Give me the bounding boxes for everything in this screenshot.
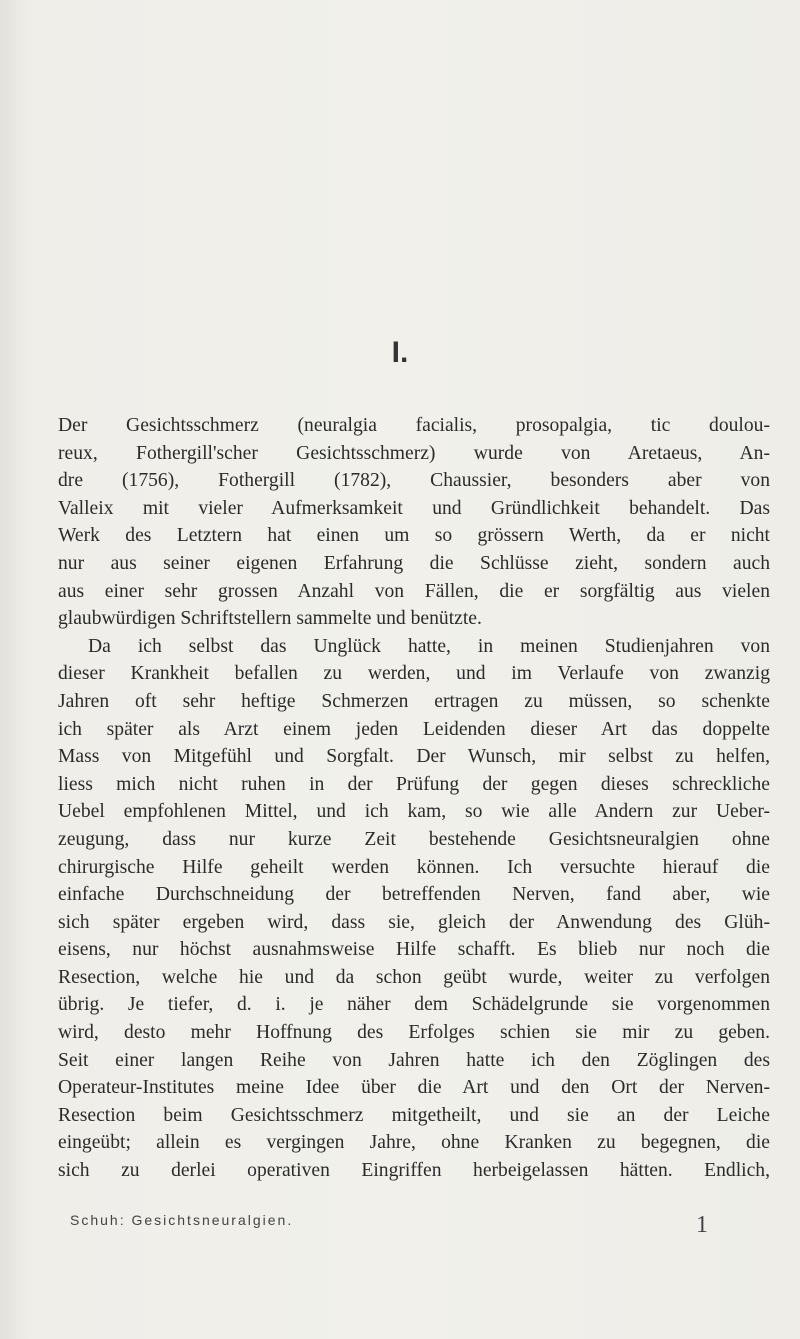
text-line: Operateur-Institutes meine Idee über die Art und den Ort der Nerven- — [58, 1077, 770, 1099]
text-line: dre (1756), Fothergill (1782), Chaussier, besonders aber von — [58, 470, 770, 492]
chapter-heading: I. — [391, 336, 409, 369]
text-line: einfache Durchschneidung der betreffenden Nerven, fand aber, wie — [58, 884, 770, 906]
text-line: Resection beim Gesichtsschmerz mitgetheilt, und sie an der Leiche — [58, 1104, 770, 1126]
page-number: 1 — [696, 1212, 708, 1238]
text-line: wird, desto mehr Hoffnung des Erfolges schien sie mir zu geben. — [58, 1022, 770, 1044]
text-line: ich später als Arzt einem jeden Leidenden dieser Art das doppelte — [58, 718, 770, 740]
page-footer — [70, 1212, 770, 1238]
text-line: nur aus seiner eigenen Erfahrung die Schlüsse zieht, sondern auch — [58, 552, 770, 574]
printer-signature: Schuh: Gesichtsneuralgien. — [70, 1212, 294, 1228]
text-line: Jahren oft sehr heftige Schmerzen ertragen zu müssen, so schenkte — [58, 690, 770, 712]
text-line: chirurgische Hilfe geheilt werden können. Ich versuchte hierauf die — [58, 856, 770, 878]
text-line: Seit einer langen Reihe von Jahren hatte ich den Zöglingen des — [58, 1049, 770, 1071]
text-line: sich später ergeben wird, dass sie, gleich der Anwendung des Glüh- — [58, 911, 770, 933]
body-text — [58, 412, 770, 1185]
text-line: Resection, welche hie und da schon geübt wurde, weiter zu verfolgen — [58, 966, 770, 988]
text-line: Da ich selbst das Unglück hatte, in meinen Studienjahren von — [88, 635, 770, 657]
text-line: Mass von Mitgefühl und Sorgfalt. Der Wunsch, mir selbst zu helfen, — [58, 746, 770, 768]
text-line: sich zu derlei operativen Eingriffen herbeigelassen hätten. Endlich, — [58, 1160, 770, 1182]
text-line: zeugung, dass nur kurze Zeit bestehende Gesichtsneuralgien ohne — [58, 828, 770, 850]
text-line: liess mich nicht ruhen in der Prüfung der gegen dieses schreckliche — [58, 773, 770, 795]
text-line: Uebel empfohlenen Mittel, und ich kam, so wie alle Andern zur Ueber- — [58, 801, 770, 823]
text-line: übrig. Je tiefer, d. i. je näher dem Schädelgrunde sie vorgenommen — [58, 994, 770, 1016]
text-line: Der Gesichtsschmerz (neuralgia facialis, prosopalgia, tic doulou- — [58, 415, 770, 436]
text-line: eingeübt; allein es vergingen Jahre, ohne Kranken zu begegnen, die — [58, 1132, 770, 1154]
text-line: Valleix mit vieler Aufmerksamkeit und Gründlichkeit behandelt. Das — [58, 497, 770, 519]
text-line: Werk des Letztern hat einen um so grössern Werth, da er nicht — [58, 525, 770, 547]
text-line: aus einer sehr grossen Anzahl von Fällen, die er sorgfältig aus vielen — [58, 580, 770, 602]
text-line: reux, Fothergill'scher Gesichtsschmerz) wurde von Aretaeus, An- — [58, 442, 770, 464]
text-line: dieser Krankheit befallen zu werden, und im Verlaufe von zwanzig — [58, 663, 770, 685]
text-line: eisens, nur höchst ausnahmsweise Hilfe schafft. Es blieb nur noch die — [58, 939, 770, 961]
text-line: glaubwürdigen Schriftstellern sammelte und benützte. — [58, 608, 482, 630]
